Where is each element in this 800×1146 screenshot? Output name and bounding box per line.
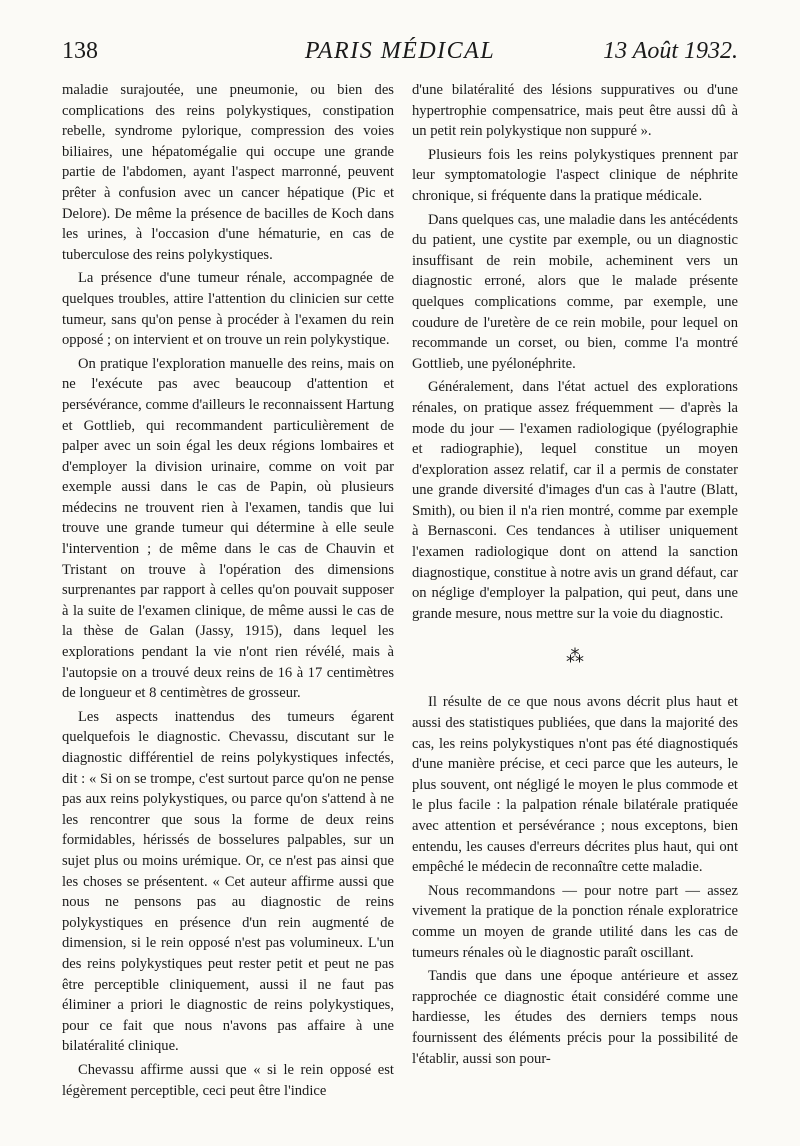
paragraph: Dans quelques cas, une maladie dans les antécédents du patient, une cystite par exemple, ou un diagnostic insuffisant de rein mobile, acheminent vers un diagnostic erroné, alors que le malade présente quelques complications comme, par exemple, une coudure de l'uretère de ce rein mobile, pour lequel on recommande un corset, ou bien, comme l'a montré Gottlieb, une pyélonéphrite. xyxy=(412,211,738,372)
section-separator: ⁂ xyxy=(566,646,584,667)
page-number: 138 xyxy=(62,38,98,64)
paragraph: On pratique l'exploration manuelle des reins, mais on ne l'exécute pas avec beaucoup d'attention et persévérance, comme d'ailleurs le reconnaissent Hartung et Gottlieb, qui recommandent particulièrement de palper avec un soin égal les deux régions lombaires et d'employer la division urinaire, comme on voit par exemple aussi dans le cas de Papin, où plusieurs médecins ne trouvent rien à l'examen, tandis que lui trouve une grande tumeur qui détermine à elle seule l'intervention ; de même dans le cas de Chauvin et Tristant on trouve à l'opération des dimensions surprenantes par rapport à celles qu'on pouvait supposer à la suite de l'examen clinique, de même aussi le cas de la thèse de Galan (Jassy, 1915), dans lequel les explorations pendant la vie n'ont rien révélé, mais à l'autopsie on a trouvé deux reins de 16 à 17 centimètres de longueur et 8 centimètres de grosseur. xyxy=(62,355,394,702)
paragraph: La présence d'une tumeur rénale, accompagnée de quelques troubles, attire l'attention du clinicien sur cette tumeur, sans qu'on pense à procéder à l'examen du rein opposé ; on intervient et on trouve un rein polykystique. xyxy=(62,270,394,349)
page-header xyxy=(62,38,738,72)
paragraph: Plusieurs fois les reins polykystiques prennent par leur symptomatologie l'aspect clinique de néphrite chronique, si fréquente dans la pratique médicale. xyxy=(412,146,738,204)
right-column xyxy=(412,80,738,1072)
paragraph: Les aspects inattendus des tumeurs égarent quelquefois le diagnostic. Chevassu, discutant sur le diagnostic différentiel de reins polykystiques infectés, dit : « Si on se trompe, c'est surtout parce qu'on ne pense pas aux reins polykystiques, ou parce qu'on s'attend à ne les rencontrer que sous la forme de deux reins formidables, hérissés de bosselures palpables, sur un sujet plus ou moins urémique. Or, ce n'est pas ainsi que les choses se présentent. « Cet auteur affirme aussi que nous ne pensons pas au diagnostic de reins polykystiques en présence d'un rein augmenté de dimension, si le rein opposé n'est pas volumineux. L'un des reins polykystiques peut rester petit et peut ne pas être perceptible cliniquement, aussi il ne faut pas éliminer a priori le diagnostic de reins polykystiques, pour ce fait que nous n'avons pas affaire à une bilatéralité clinique. xyxy=(62,708,394,1055)
paragraph: Nous recommandons — pour notre part — assez vivement la pratique de la ponction rénale exploratrice comme un moyen de grande utilité dans les cas de tumeurs rénales où le diagnostic paraît oscillant. xyxy=(412,882,738,961)
paragraph: Il résulte de ce que nous avons décrit plus haut et aussi des statistiques publiées, que dans la majorité des cas, les reins polykystiques n'ont pas été diagnostiqués d'une manière précise, et ceci parce que les auteurs, le plus souvent, ont négligé le moyen le plus commode et le plus facile : la palpation rénale bilatérale pratiquée avec attention et persévérance ; nous exceptons, bien entendu, les causes d'erreurs décrites plus haut, qui ont empêché le médecin de reconnaître cette maladie. xyxy=(412,694,738,876)
paragraph: Chevassu affirme aussi que « si le rein opposé est légèrement perceptible, ceci peut être l'indice xyxy=(62,1061,394,1099)
paragraph: d'une bilatéralité des lésions suppuratives ou d'une hypertrophie compensatrice, mais peut être aussi dû à un petit rein polykystique non suppuré ». xyxy=(412,82,738,140)
issue-date: 13 Août 1932. xyxy=(603,38,738,64)
paragraph: Tandis que dans une époque antérieure et assez rapprochée ce diagnostic était considéré comme une hardiesse, les études des derniers temps nous fournissent des éléments précis pour la possibilité de l'établir, aussi son pour- xyxy=(412,968,738,1067)
left-column xyxy=(62,80,394,1104)
journal-title: PARIS MÉDICAL xyxy=(304,38,496,64)
paragraph: maladie surajoutée, une pneumonie, ou bien des complications des reins polykystiques, constipation rebelle, syndrome pylorique, compression des voies biliaires, une hépatomégalie qui occupe une grande partie de l'abdomen, ayant l'aspect marronné, peuvent prêter à confusion avec un cancer hépatique (Pic et Delore). De même la présence de bacilles de Koch dans les urines, à l'occasion d'une hématurie, en cas de tuberculose des reins polykystiques. xyxy=(62,82,394,263)
paragraph: Généralement, dans l'état actuel des explorations rénales, on pratique assez fréquemment — d'après la mode du jour — l'examen radiologique (pyélographie et radiographie), lequel constitue un moyen d'exploration assez relatif, car il a permis de constater une grande diversité d'images d'un cas à l'autre (Blatt, Smith), ou bien il n'a rien montré, comme par exemple à Bernasconi. Ces tendances à utiliser uniquement l'examen radiologique dont on attend la sanction diagnostique, constitue à notre avis un grand défaut, car on néglige d'employer la palpation, qui peut, dans une grande mesure, nous mettre sur la voie du diagnostic. xyxy=(412,379,738,622)
